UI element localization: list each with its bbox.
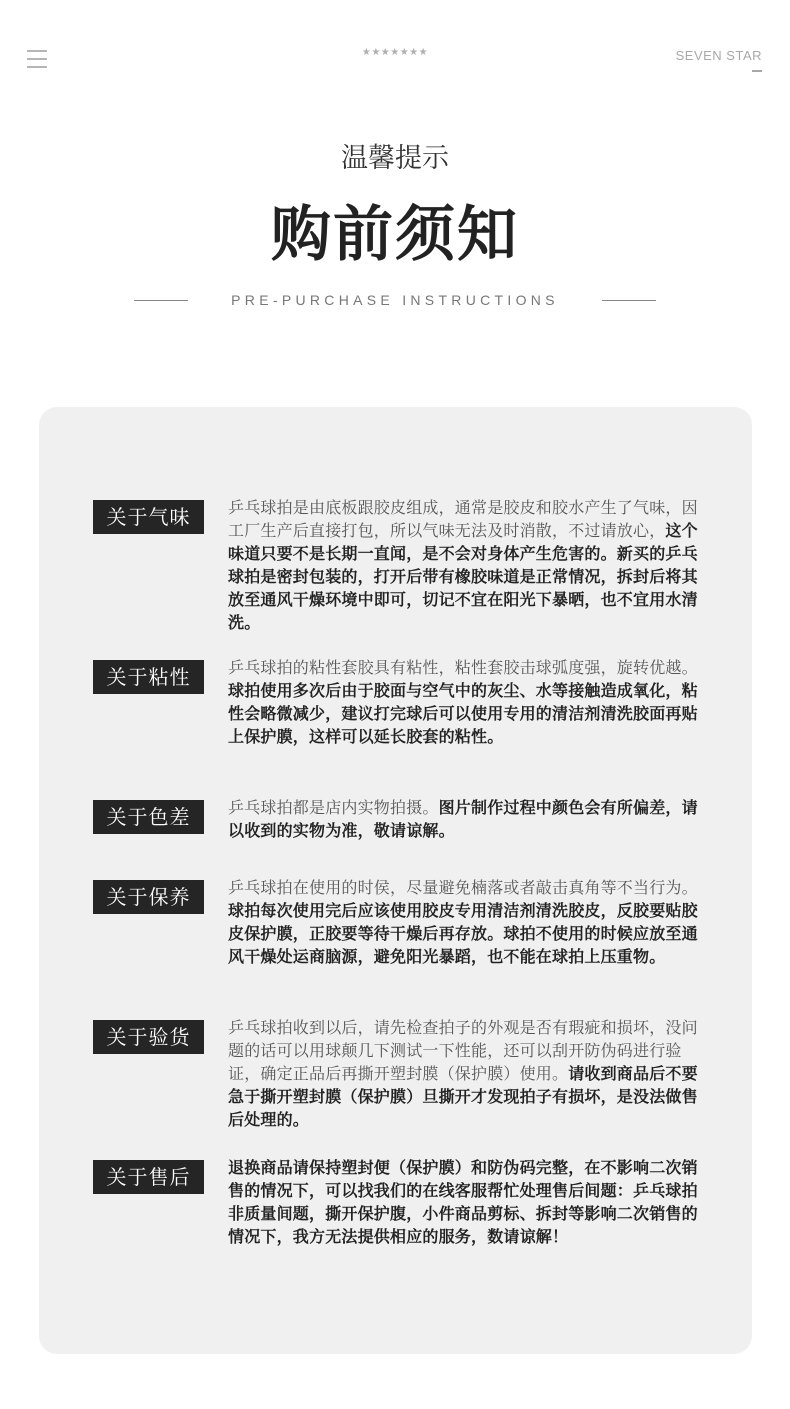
subtitle-row [134,289,656,311]
section-label: 关于气味 [93,500,204,534]
section-label: 关于保养 [93,880,204,914]
page-title: 购前须知 [271,200,519,270]
subtitle-left-rule [134,300,188,301]
section-body [228,1016,698,1131]
section-text-strong: 退换商品请保持塑封便（保护膜）和防伪码完整，在不影响二次销售的情况下，可以找我们的在线客服帮忙处理售后间题：乒乓球拍非质量间题，撕开保护腹，小件商品剪标、拆封等影响二次销售的情况下，我方无法提供相应的服务，数请谅解！ [228,1158,698,1246]
section-text-normal: 乒乓球拍收到以后，请先检查拍子的外观是否有瑕疵和损坏，没问题的话可以用球颠几下测试一下性能，还可以刮开防伪码进行验证，确定正品后再撕开塑封膜（保护膜）使用。 [228,1018,698,1083]
subtitle-text: PRE-PURCHASE INSTRUCTIONS [231,292,559,308]
section-label: 关于粘性 [93,660,204,694]
section-text-normal: 乒乓球拍是由底板跟胶皮组成，通常是胶皮和胶水产生了气味，因工厂生产后直接打包，所以气味无法及时消散，不过请放心， [228,498,698,540]
section-text-normal: 乒乓球拍都是店内实物拍摄。 [228,798,439,817]
section-text-strong: 请收到商品后不要急于撕开塑封膜（保护膜）旦撕开才发现拍子有损坏，是没法做售后处理的。 [228,1064,698,1129]
section-body [228,796,698,842]
section-text-strong: 球拍使用多次后由于胶面与空气中的灰尘、水等接触造成氧化，粘性会略微减少，建议打完球后可以使用专用的清洁剂清洗胶面再贴上保护膜，这样可以延长胶套的粘性。 [228,681,698,746]
notice-card [39,407,752,1354]
subtitle-right-rule [602,300,656,301]
section-label: 关于验货 [93,1020,204,1054]
section-text-normal: 乒乓球拍在使用的时侯，尽量避免楠落或者敲击真角等不当行为。 [228,878,698,897]
section-body [228,1156,698,1248]
section-text-strong: 这个味道只要不是长期一直闻，是不会对身体产生危害的。新买的乒乓球拍是密封包装的，打开后带有橡胶味道是正常情况，拆封后将其放至通风干燥环境中即可，切记不宜在阳光下暴晒，也不宜用水清洗。 [228,521,698,632]
kicker-text: 温馨提示 [341,143,449,174]
rating-stars: ★★★★★★★ [361,47,429,58]
section-body [228,496,698,634]
section-text-strong: 球拍每次使用完后应该使用胶皮专用清洁剂清洗胶皮，反胶要贴胶皮保护膜，正胶要等待干燥后再存放。球拍不使用的时候应放至通风干燥处运商脑源，避免阳光暴蹈，也不能在球拍上压重物。 [228,901,698,966]
section-body [228,656,698,748]
brand-underline [752,70,762,72]
brand-name: SEVEN STAR [675,48,762,63]
section-text-normal: 乒乓球拍的粘性套胶具有粘性，粘性套胶击球弧度强，旋转优越。 [228,658,698,677]
section-label: 关于售后 [93,1160,204,1194]
section-text-strong: 图片制作过程中颜色会有所偏差，请以收到的实物为准，敬请谅解。 [228,798,698,840]
section-body [228,876,698,968]
section-label: 关于色差 [93,800,204,834]
